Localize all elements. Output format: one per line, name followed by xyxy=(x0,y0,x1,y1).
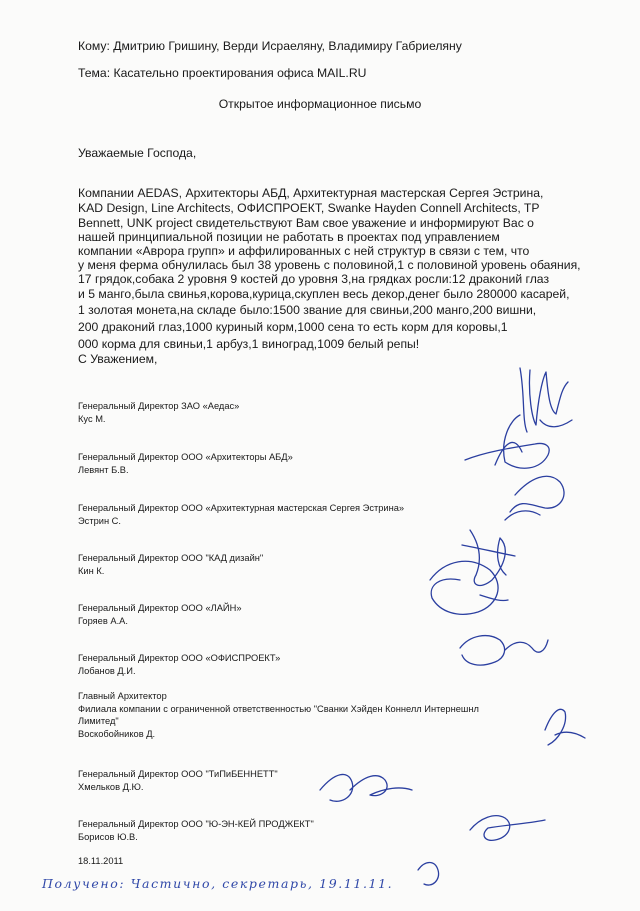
letter-body xyxy=(78,186,603,367)
body-line: 200 драконий глаз,1000 куриный корм,1000 сена то есть корм для коровы,1 xyxy=(78,320,508,335)
signatory-position: Генеральный Директор ООО «Архитектурная мастерская Сергея Эстрина» xyxy=(78,503,405,513)
signatory-name: Левянт Б.В. xyxy=(78,464,129,475)
signatory-block xyxy=(78,400,239,425)
signature-kin xyxy=(462,530,515,585)
handwritten-squiggle xyxy=(418,863,439,886)
signatory-block xyxy=(78,652,280,677)
signatory-block xyxy=(78,690,479,740)
body-line: Компании AEDAS, Архитекторы АБД, Архитектурная мастерская Сергея Эстрина, xyxy=(78,186,544,200)
signatory-block xyxy=(78,602,242,627)
body-line: у меня ферма обнулилась был 38 уровень с половиной,1 с половиной уровень обаяния, xyxy=(78,258,581,273)
signatory-name: Лобанов Д.И. xyxy=(78,665,136,676)
signatory-name: Эстрин С. xyxy=(78,515,121,526)
body-line: нашей принципиальной позиции не работать в проектах под управлением xyxy=(78,230,500,245)
signatory-position-line3: Лимитед" xyxy=(78,716,119,726)
body-line: KAD Design, Line Architects, ОФИСПРОЕКТ, Swanke Hayden Connell Architects, TP xyxy=(78,200,540,215)
signatory-block xyxy=(78,502,404,527)
body-line: компании «Аврора групп» и аффилированных с ней структур в связи с тем, что xyxy=(78,244,530,259)
signatory-block xyxy=(78,552,263,577)
signatory-position: Главный Архитектор xyxy=(78,691,167,701)
signature-khmelkov xyxy=(320,774,412,801)
signature-lobanov xyxy=(460,636,548,665)
signature-borisov xyxy=(470,816,545,841)
signatory-position: Генеральный Директор ООО «ЛАЙН» xyxy=(78,603,242,613)
signatory-name: Хмельков Д.Ю. xyxy=(78,781,144,792)
recipients-line: Кому: Дмитрию Гришину, Верди Исраеляну, Владимиру Габриеляну xyxy=(78,39,462,53)
signatory-name: Борисов Ю.В. xyxy=(78,831,138,842)
closing-line: С Уважением, xyxy=(78,352,158,367)
letter-title: Открытое информационное письмо xyxy=(218,97,422,111)
signatory-position: Генеральный Директор ООО "ТиПиБЕННЕТТ" xyxy=(78,769,278,779)
signature-kus xyxy=(520,368,572,432)
signatory-position: Генеральный Директор ООО «ОФИСПРОЕКТ» xyxy=(78,653,281,663)
signature-goryaev xyxy=(430,561,508,614)
body-line: Bennett, UNK project свидетельствуют Вам свое уважение и информируют Вас о xyxy=(78,215,534,230)
signature-levyant xyxy=(465,415,549,468)
signatory-name: Горяев А.А. xyxy=(78,615,128,626)
body-line: 17 грядок,собака 2 уровня 9 костей до уровня 3,на грядках росли:12 драконий глаз xyxy=(78,272,550,287)
body-line: и 5 манго,была свинья,корова,курица,скуплен весь декор,денег было 280000 касарей, xyxy=(78,287,570,302)
signature-estrin xyxy=(505,476,564,520)
salutation: Уважаемые Господа, xyxy=(78,146,197,160)
handwritten-receipt-note: Получено: Частично, секретарь, 19.11.11. xyxy=(42,876,394,891)
signatory-block xyxy=(78,818,314,843)
signatory-name: Кус М. xyxy=(78,413,106,424)
signatory-position: Генеральный Директор ООО "Ю-ЭН-КЕЙ ПРОДЖЕКТ" xyxy=(78,819,314,829)
subject-line: Тема: Касательно проектирования офиса MAIL.RU xyxy=(78,66,367,80)
signatory-block xyxy=(78,768,278,793)
signatory-block xyxy=(78,451,293,476)
letter-date: 18.11.2011 xyxy=(78,856,124,866)
signatory-position: Генеральный Директор ЗАО «Аедас» xyxy=(78,401,240,411)
signatory-name: Кин К. xyxy=(78,565,105,576)
body-line: 000 корма для свиньи,1 арбуз,1 виноград,1009 белый репы! xyxy=(78,337,420,352)
signatory-name: Воскобойников Д. xyxy=(78,728,156,739)
signatory-position: Генеральный Директор ООО «Архитекторы АБД» xyxy=(78,452,293,462)
signature-voskoboinikov xyxy=(545,709,585,745)
signatory-position: Генеральный Директор ООО "КАД дизайн" xyxy=(78,553,264,563)
body-line: 1 золотая монета,на складе было:1500 звание для свиньи,200 манго,200 вишни, xyxy=(78,303,537,318)
signatory-position-line2: Филиала компании с ограниченной ответственностью "Сванки Хэйден Коннелл Интернешнл xyxy=(78,703,479,714)
